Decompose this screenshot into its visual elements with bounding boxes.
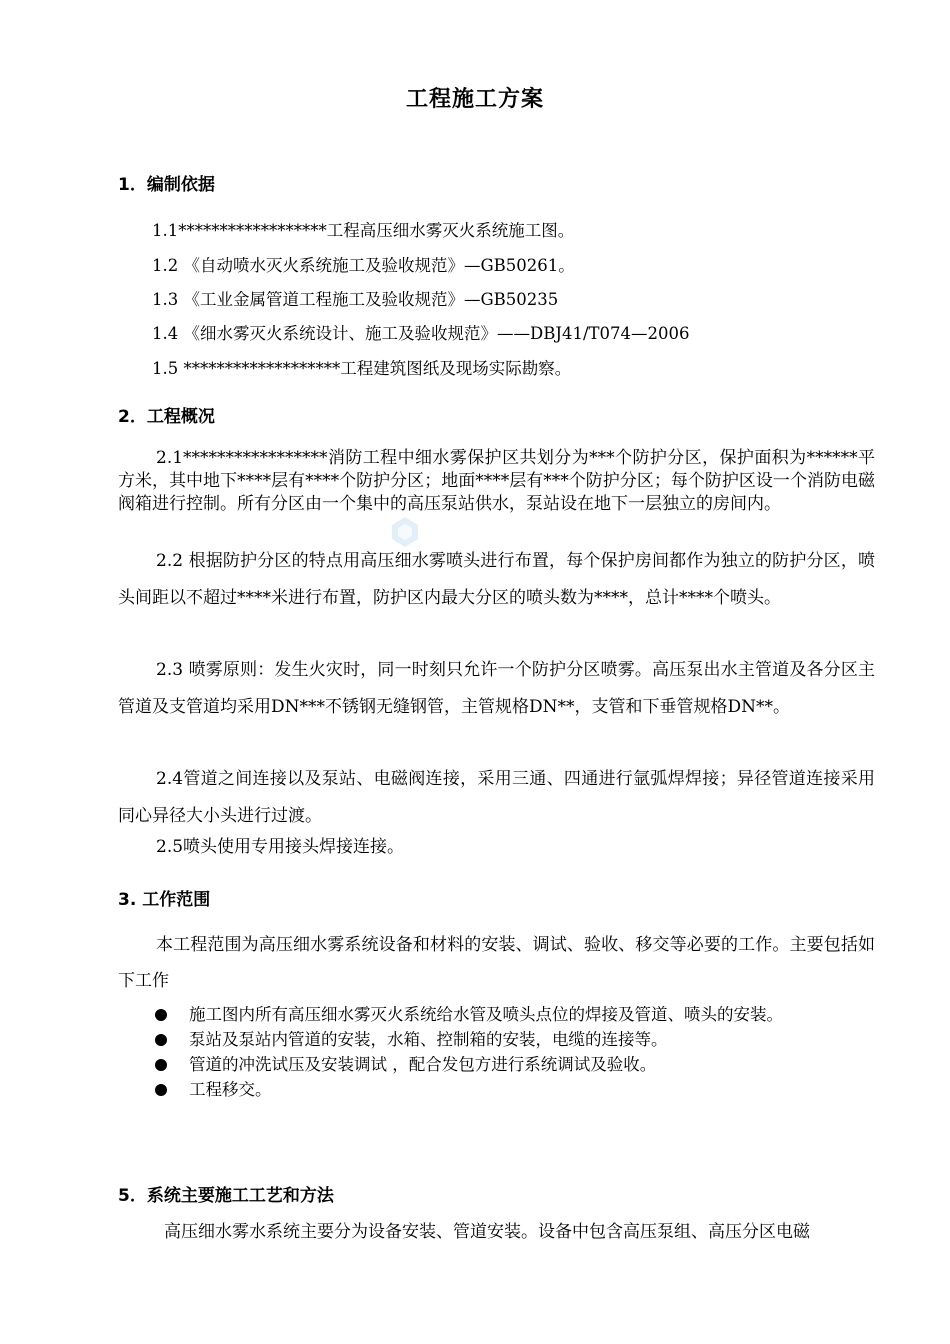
page-title: 工程施工方案 [405,87,544,112]
section-3-heading: 3. 工作范围 [118,890,211,910]
scope-bullet-list [155,1002,783,1102]
list-item: 施工图内所有高压细水雾灭火系统给水管及喷头点位的焊接及管道、喷头的安装。 [155,1002,783,1027]
overview-paragraph: 2.5喷头使用专用接头焊接连接。 [156,837,405,857]
overview-paragraph: 2.4管道之间连接以及泵站、电磁阀连接，采用三通、四通进行氩弧焊焊接；异径管道连接采用同心异径大小头进行过渡。 [118,769,875,826]
method-intro: 高压细水雾水系统主要分为设备安装、管道安装。设备中包含高压泵组、高压分区电磁 [164,1222,810,1242]
bullet-icon [155,1084,167,1096]
overview-paragraph: 2.1*****************消防工程中细水雾保护区共划分为***个防护分区，保护面积为******平方米，其中地下****层有****个防护分区；地面****层有***个防护分区；每个防护区设一个消防电磁阀箱进行控制。所有分区由一个集中的高压泵站供水，泵站设在地下一层独立的房间内。 [118,448,875,514]
bullet-icon [155,1059,167,1071]
reference-item: 1.2 《自动喷水灭火系统施工及验收规范》—GB50261。 [152,256,575,275]
section-5-heading: 5．系统主要施工工艺和方法 [118,1186,334,1206]
bullet-icon [155,1009,167,1021]
reference-item: 1.5 *******************工程建筑图纸及现场实际勘察。 [152,359,572,378]
list-item: 管道的冲洗试压及安装调试 ，配合发包方进行系统调试及验收。 [155,1052,783,1077]
reference-item: 1.3 《工业金属管道工程施工及验收规范》—GB50235 [152,290,559,309]
scope-intro: 本工程范围为高压细水雾系统设备和材料的安装、调试、验收、移交等必要的工作。主要包括如下工作 [118,935,875,991]
list-item: 泵站及泵站内管道的安装，水箱、控制箱的安装，电缆的连接等。 [155,1027,783,1052]
section-1-heading: 1．编制依据 [118,175,215,195]
section-2-heading: 2．工程概况 [118,407,215,427]
reference-item: 1.4 《细水雾灭火系统设计、施工及验收规范》——DBJ41/T074—2006 [152,324,690,343]
overview-paragraph: 2.2 根据防护分区的特点用高压细水雾喷头进行布置，每个保护房间都作为独立的防护分区，喷头间距以不超过****米进行布置，防护区内最大分区的喷头数为****，总计****个喷头。 [118,551,875,608]
bullet-icon [155,1034,167,1046]
reference-item: 1.1******************工程高压细水雾灭火系统施工图。 [152,221,575,240]
list-item: 工程移交。 [155,1077,783,1102]
overview-paragraph: 2.3 喷雾原则：发生火灾时，同一时刻只允许一个防护分区喷雾。高压泵出水主管道及各分区主管道及支管道均采用DN***不锈钢无缝钢管，主管规格DN**，支管和下垂管规格DN**。 [118,660,875,717]
